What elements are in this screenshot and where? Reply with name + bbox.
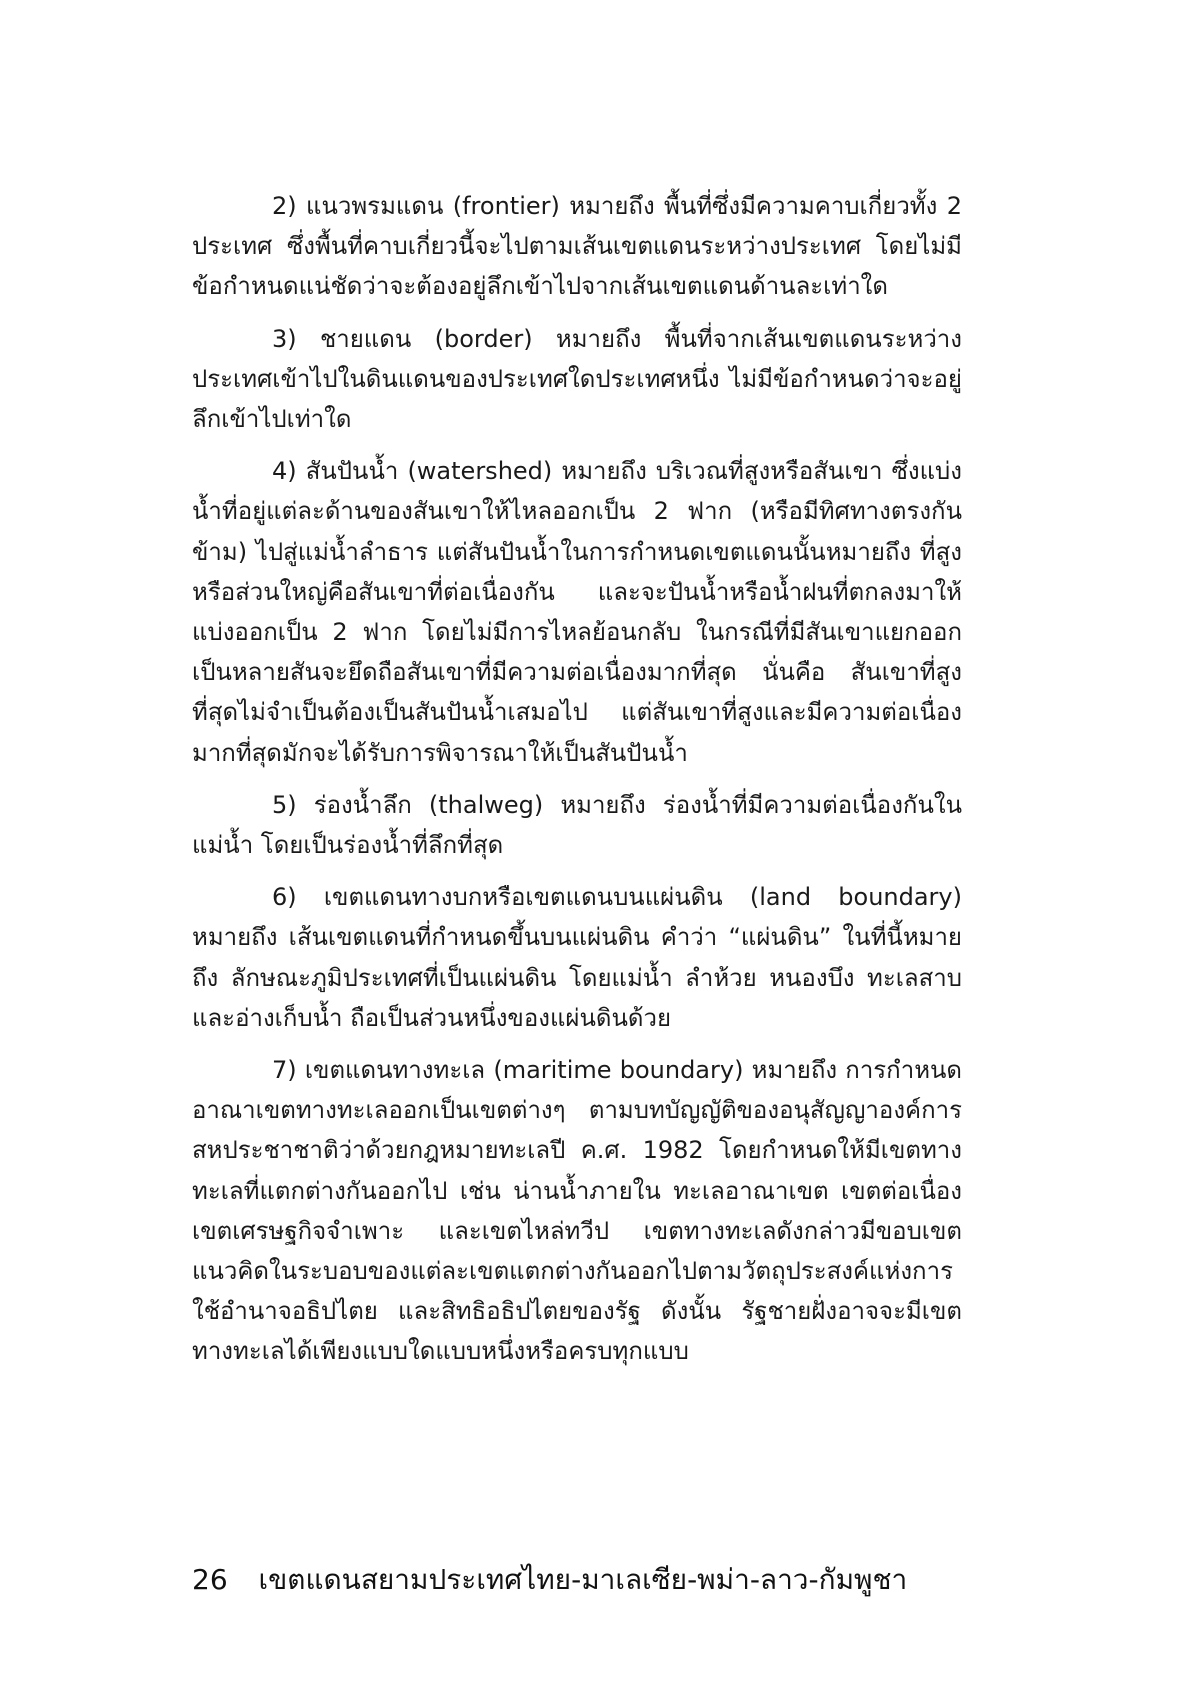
paragraph-watershed: 4) สันปันน้ำ (watershed) หมายถึง บริเวณที่สูงหรือสันเขา ซึ่งแบ่งน้ำที่อยู่แต่ละด้านของสันเขาให้ไหลออกเป็น 2 ฟาก (หรือมีทิศทางตรงกันข้าม) ไปสู่แม่น้ำลำธาร แต่สันปันน้ำในการกำหนดเขตแดนนั้นหมายถึง ที่สูง หรือส่วนใหญ่คือสันเขาที่ต่อเนื่องกัน และจะปันน้ำหรือน้ำฝนที่ตกลงมาให้แบ่งออกเป็น 2 ฟาก โดยไม่มีการไหลย้อนกลับ ในกรณีที่มีสันเขาแยกออกเป็นหลายสันจะยึดถือสันเขาที่มีความต่อเนื่องมากที่สุด นั่นคือ สันเขาที่สูงที่สุดไม่จำเป็นต้องเป็นสันปันน้ำเสมอไป แต่สันเขาที่สูงและมีความต่อเนื่องมากที่สุดมักจะได้รับการพิจารณาให้เป็นสันปันน้ำ: [192, 457, 962, 767]
paragraph-frontier: 2) แนวพรมแดน (frontier) หมายถึง พื้นที่ซึ่งมีความคาบเกี่ยวทั้ง 2 ประเทศ ซึ่งพื้นที่คาบเกี่ยวนี้จะไปตามเส้นเขตแดนระหว่างประเทศ โดยไม่มีข้อกำหนดแน่ชัดว่าจะต้องอยู่ลึกเข้าไปจากเส้นเขตแดนด้านละเท่าใด: [192, 192, 962, 301]
paragraph-maritime-boundary: 7) เขตแดนทางทะเล (maritime boundary) หมายถึง การกำหนดอาณาเขตทางทะเลออกเป็นเขตต่างๆ ตามบทบัญญัติของอนุสัญญาองค์การสหประชาชาติว่าด้วยกฎหมายทะเลปี ค.ศ. 1982 โดยกำหนดให้มีเขตทางทะเลที่แตกต่างกันออกไป เช่น น่านน้ำภายใน ทะเลอาณาเขต เขตต่อเนื่อง เขตเศรษฐกิจจำเพาะ และเขตไหล่ทวีป เขตทางทะเลดังกล่าวมีขอบเขตแนวคิดในระบอบของแต่ละเขตแตกต่างกันออกไปตามวัตถุประสงค์แห่งการใช้อำนาจอธิปไตย และสิทธิอธิปไตยของรัฐ ดังนั้น รัฐชายฝั่งอาจจะมีเขตทางทะเลได้เพียงแบบใดแบบหนึ่งหรือครบทุกแบบ: [192, 1056, 962, 1366]
paragraph-thalweg: 5) ร่องน้ำลึก (thalweg) หมายถึง ร่องน้ำที่มีความต่อเนื่องกันในแม่น้ำ โดยเป็นร่องน้ำที่ลึกที่สุด: [192, 790, 962, 860]
page-number: 26: [192, 1563, 228, 1596]
body-text: [192, 186, 962, 1384]
running-title: เขตแดนสยามประเทศไทย-มาเลเซีย-พม่า-ลาว-กัมพูชา: [258, 1563, 908, 1596]
page-footer: [192, 1558, 952, 1602]
paragraph-land-boundary: 6) เขตแดนทางบกหรือเขตแดนบนแผ่นดิน (land boundary) หมายถึง เส้นเขตแดนที่กำหนดขึ้นบนแผ่นดิน คำว่า “แผ่นดิน” ในที่นี้หมายถึง ลักษณะภูมิประเทศที่เป็นแผ่นดิน โดยแม่น้ำ ลำห้วย หนองบึง ทะเลสาบ และอ่างเก็บน้ำ ถือเป็นส่วนหนึ่งของแผ่นดินด้วย: [192, 883, 962, 1032]
paragraph-border: 3) ชายแดน (border) หมายถึง พื้นที่จากเส้นเขตแดนระหว่างประเทศเข้าไปในดินแดนของประเทศใดประเทศหนึ่ง ไม่มีข้อกำหนดว่าจะอยู่ลึกเข้าไปเท่าใด: [192, 324, 962, 434]
